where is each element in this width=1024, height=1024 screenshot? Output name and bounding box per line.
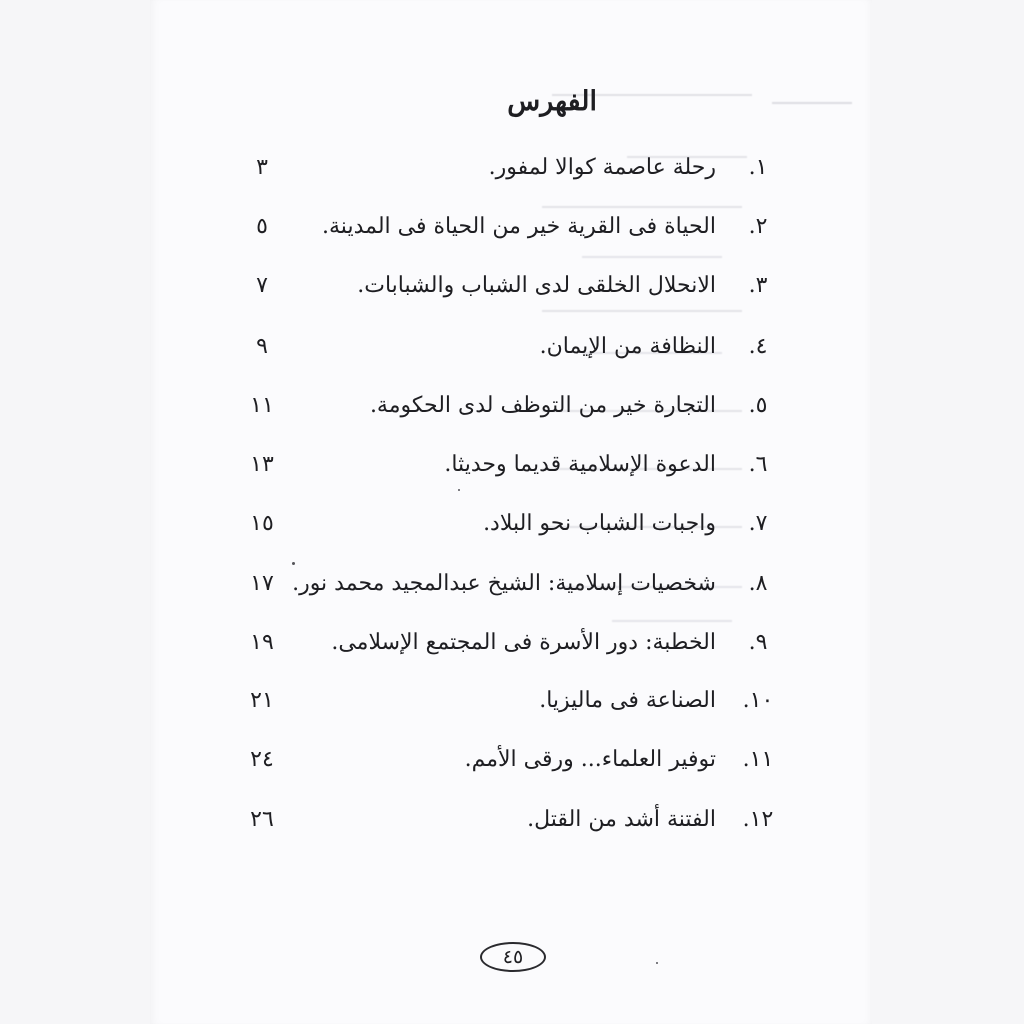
footer-page-number: ٤٥ <box>480 942 546 972</box>
entry-number: .١٢ <box>742 807 774 832</box>
entry-title: الصناعة فى ماليزيا. <box>539 688 716 713</box>
toc-entry <box>0 214 1024 254</box>
entry-number: .٩ <box>748 630 768 655</box>
toc-entry <box>0 155 1024 195</box>
toc-entry <box>0 273 1024 313</box>
entry-number: .١٠ <box>742 688 774 713</box>
page-title: الفهرس <box>507 86 597 117</box>
bleed-through-mark <box>582 256 722 258</box>
ink-speck <box>458 489 460 491</box>
entry-title: الخطبة: دور الأسرة فى المجتمع الإسلامى. <box>331 630 716 655</box>
ink-speck <box>656 962 658 964</box>
entry-title: النظافة من الإيمان. <box>539 334 716 359</box>
toc-entry <box>0 452 1024 492</box>
entry-page-number: ٢٤ <box>250 747 274 772</box>
entry-title: شخصيات إسلامية: الشيخ عبدالمجيد محمد نور. <box>292 571 716 596</box>
entry-number: .٦ <box>748 452 768 477</box>
toc-entry <box>0 747 1024 787</box>
entry-title: الفتنة أشد من القتل. <box>527 807 716 832</box>
entry-title: التجارة خير من التوظف لدى الحكومة. <box>369 393 716 418</box>
toc-entry <box>0 334 1024 374</box>
entry-page-number: ١٧ <box>250 571 274 596</box>
entry-page-number: ١١ <box>250 393 274 418</box>
entry-number: .٨ <box>748 571 768 596</box>
entry-number: .٤ <box>748 334 768 359</box>
entry-number: .٧ <box>748 511 768 536</box>
entry-number: .١ <box>748 155 768 180</box>
bleed-through-mark <box>542 206 742 208</box>
entry-page-number: ١٥ <box>250 511 274 536</box>
entry-page-number: ١٩ <box>250 630 274 655</box>
bleed-through-mark <box>772 86 852 104</box>
ink-speck <box>292 562 295 565</box>
toc-entry <box>0 688 1024 728</box>
entry-number: .١١ <box>742 747 774 772</box>
entry-page-number: ٢٦ <box>250 807 274 832</box>
entry-page-number: ٧ <box>256 273 268 298</box>
entry-title: الانحلال الخلقى لدى الشباب والشبابات. <box>357 273 716 298</box>
toc-entry <box>0 571 1024 611</box>
entry-title: واجبات الشباب نحو البلاد. <box>483 511 716 536</box>
entry-number: .٣ <box>748 273 768 298</box>
toc-entry <box>0 807 1024 847</box>
entry-title: رحلة عاصمة كوالا لمفور. <box>488 155 716 180</box>
entry-page-number: ٥ <box>256 214 268 239</box>
entry-number: .٥ <box>748 393 768 418</box>
entry-page-number: ٣ <box>256 155 268 180</box>
entry-title: توفير العلماء... ورقى الأمم. <box>464 747 716 772</box>
entry-page-number: ٢١ <box>250 688 274 713</box>
entry-title: الدعوة الإسلامية قديما وحديثا. <box>444 452 716 477</box>
entry-title: الحياة فى القرية خير من الحياة فى المدينة. <box>322 214 716 239</box>
toc-entry <box>0 393 1024 433</box>
bleed-through-mark <box>612 620 732 622</box>
entry-page-number: ١٣ <box>250 452 274 477</box>
entry-page-number: ٩ <box>256 334 268 359</box>
toc-entry <box>0 511 1024 551</box>
toc-entry <box>0 630 1024 670</box>
entry-number: .٢ <box>748 214 768 239</box>
